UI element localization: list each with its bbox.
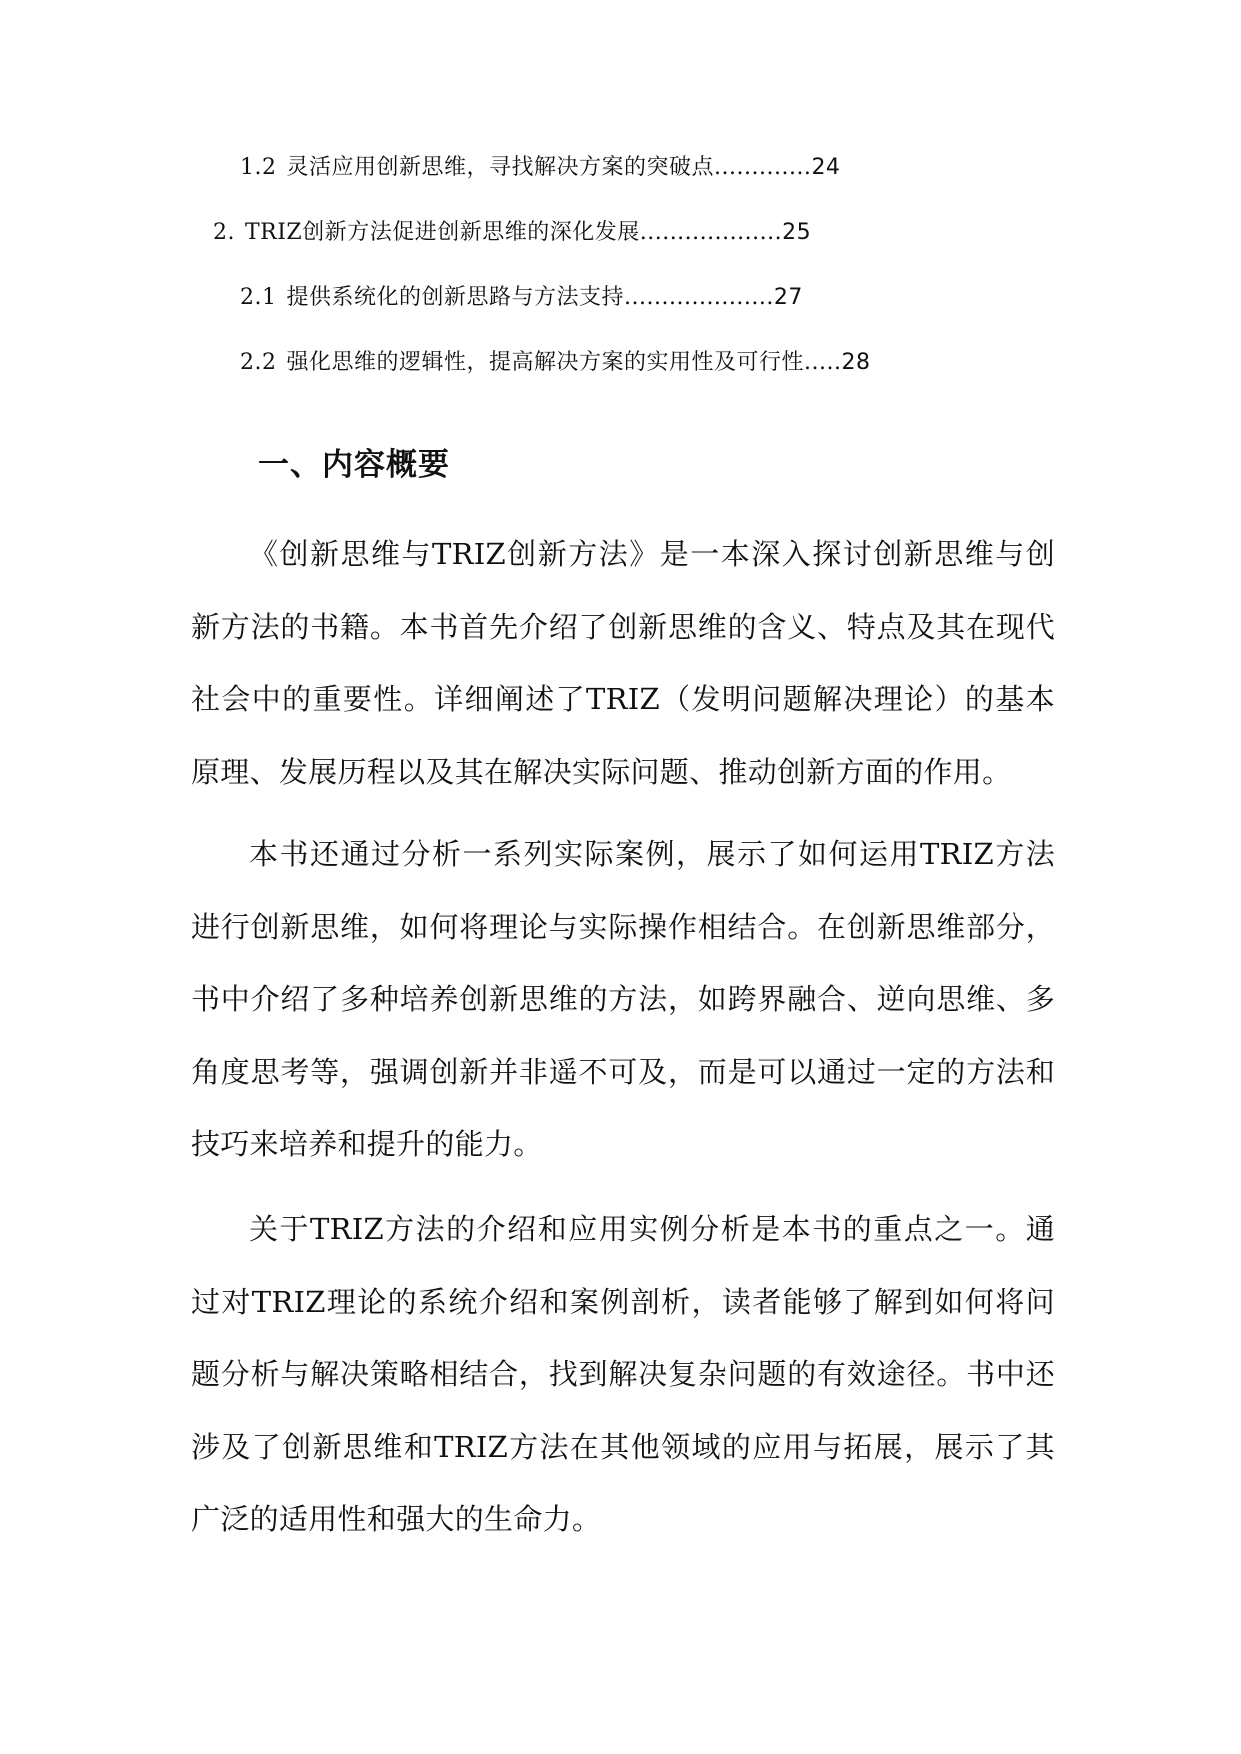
section-heading: 一、内容概要 [258,447,450,483]
toc-entry-number: 2.1 [240,285,277,310]
toc-entry-title: TRIZ创新方法促进创新思维的深化发展 [245,220,640,245]
toc-entry-number: 2.2 [240,350,277,375]
toc-entry-number: 2. [213,220,235,245]
toc-entry-leader: ..... [804,350,842,375]
toc-entry-2-1[interactable] [240,283,803,313]
toc-entry-1-2[interactable] [240,153,840,183]
toc-entry-title: 强化思维的逻辑性，提高解决方案的实用性及可行性 [286,350,805,375]
body-paragraph-2: 本书还通过分析一系列实际案例，展示了如何运用TRIZ方法进行创新思维，如何将理论与实际操作相结合。在创新思维部分，书中介绍了多种培养创新思维的方法，如跨界融合、逆向思维、多角度思考等，强调创新并非遥不可及，而是可以通过一定的方法和技巧来培养和提升的能力。 [191,837,1055,1161]
toc-entry-page: 25 [782,220,812,245]
toc-entry-2-2[interactable] [240,348,870,378]
toc-entry-leader: .................... [624,285,774,310]
toc-entry-2[interactable] [213,218,811,248]
toc-entry-title: 灵活应用创新思维，寻找解决方案的突破点 [286,155,715,180]
toc-entry-page: 28 [841,350,871,375]
toc-entry-leader: ................... [639,220,783,245]
toc-entry-leader: ............. [714,155,812,180]
body-paragraph-1: 《创新思维与TRIZ创新方法》是一本深入探讨创新思维与创新方法的书籍。本书首先介绍了创新思维的含义、特点及其在现代社会中的重要性。详细阐述了TRIZ（发明问题解决理论）的基本原理、发展历程以及其在解决实际问题、推动创新方面的作用。 [191,537,1055,789]
toc-entry-number: 1.2 [240,155,277,180]
toc-entry-page: 24 [811,155,841,180]
toc-entry-page: 27 [773,285,803,310]
toc-entry-title: 提供系统化的创新思路与方法支持 [286,285,625,310]
body-paragraph-3: 关于TRIZ方法的介绍和应用实例分析是本书的重点之一。通过对TRIZ理论的系统介绍和案例剖析，读者能够了解到如何将问题分析与解决策略相结合，找到解决复杂问题的有效途径。书中还涉及了创新思维和TRIZ方法在其他领域的应用与拓展，展示了其广泛的适用性和强大的生命力。 [191,1212,1055,1536]
